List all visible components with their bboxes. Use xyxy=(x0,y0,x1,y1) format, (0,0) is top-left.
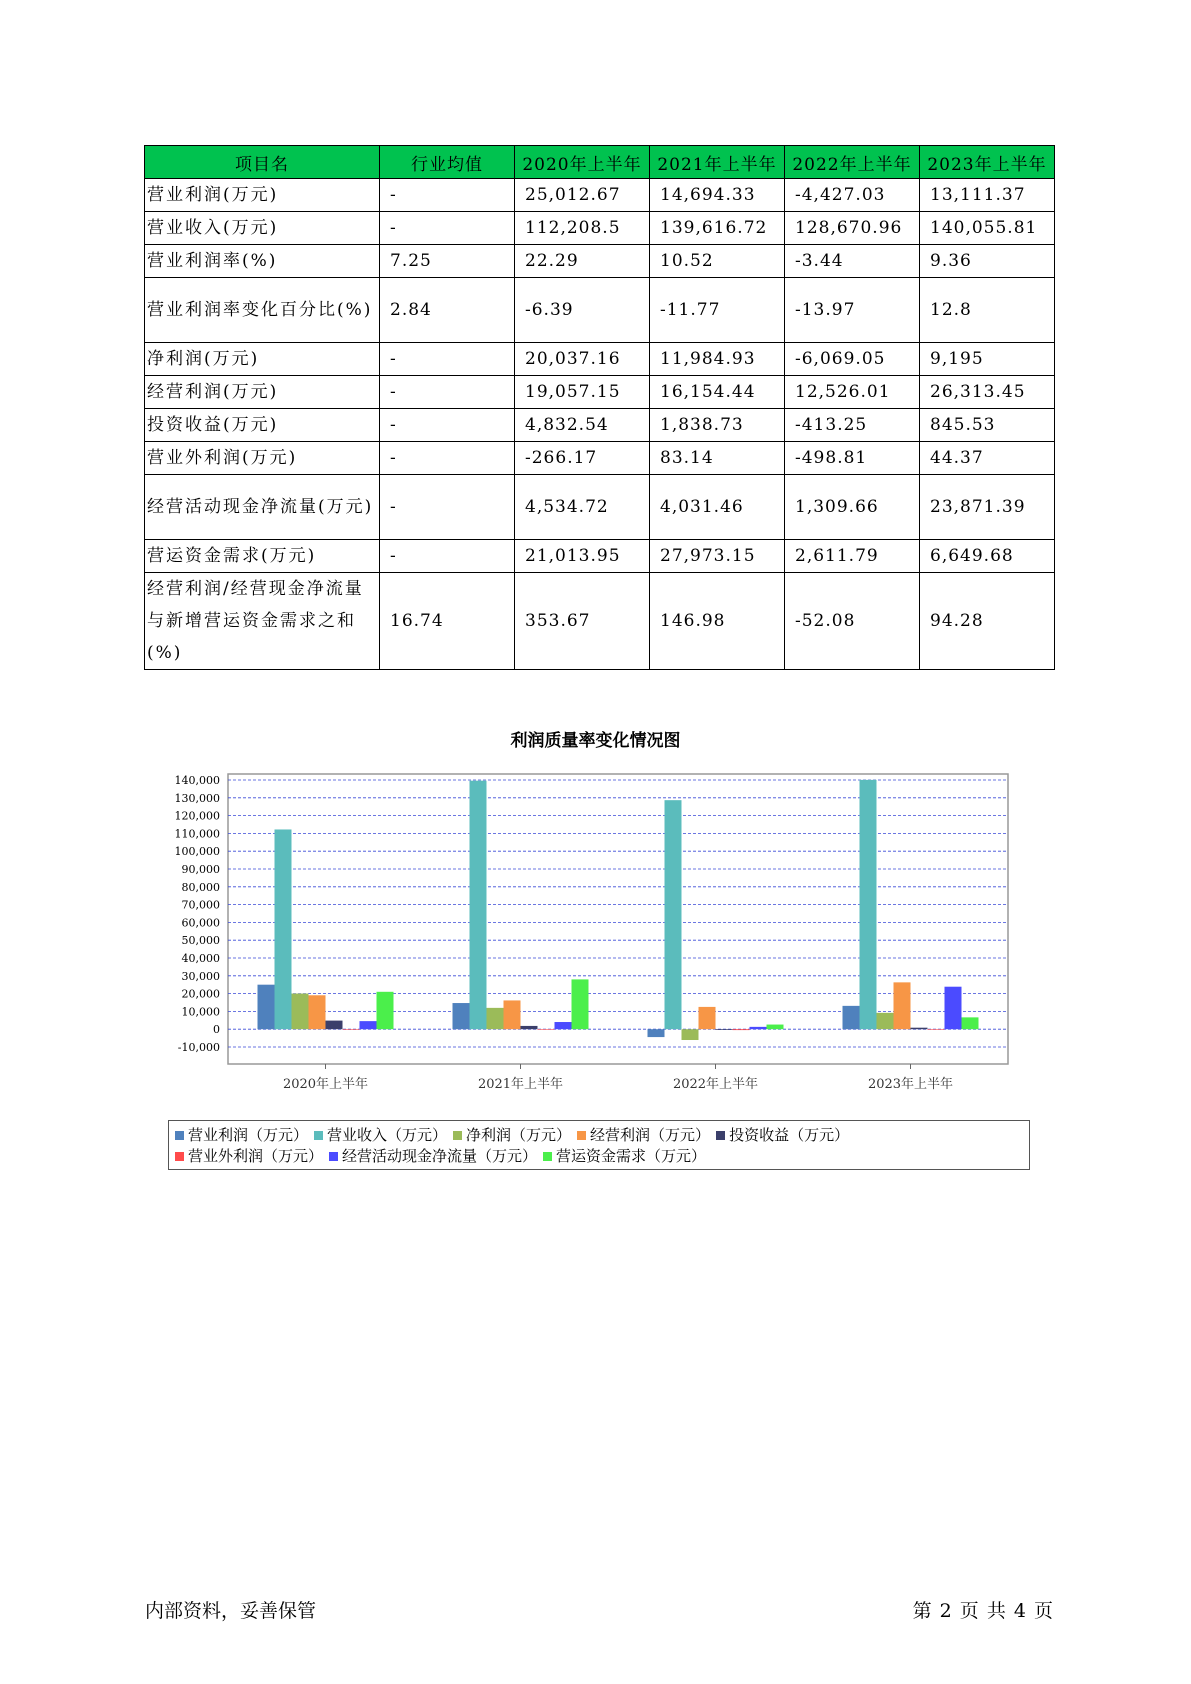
row-value-2023年上半年: 845.53 xyxy=(920,409,1055,442)
table-row xyxy=(145,475,1055,540)
row-value-2023年上半年: 23,871.39 xyxy=(920,475,1055,540)
bar-2020年上半年-3 xyxy=(309,995,326,1029)
row-industry-average: 16.74 xyxy=(380,573,515,670)
row-value-2022年上半年: -6,069.05 xyxy=(785,343,920,376)
y-tick-label: 60,000 xyxy=(181,916,220,930)
legend-row xyxy=(175,1146,1023,1167)
y-tick-label: 70,000 xyxy=(181,898,220,912)
x-tick-label: 2022年上半年 xyxy=(672,1077,759,1092)
row-value-2020年上半年: 4,832.54 xyxy=(515,409,650,442)
bar-2023年上半年-7 xyxy=(962,1017,979,1029)
legend-label: 经营活动现金净流量（万元） xyxy=(342,1147,538,1165)
row-value-2022年上半年: -4,427.03 xyxy=(785,179,920,212)
legend-item xyxy=(453,1125,571,1146)
row-value-2021年上半年: 139,616.72 xyxy=(650,212,785,245)
row-value-2023年上半年: 26,313.45 xyxy=(920,376,1055,409)
table-row xyxy=(145,409,1055,442)
bar-2020年上半年-7 xyxy=(377,992,394,1029)
bar-2021年上半年-7 xyxy=(572,979,589,1029)
bar-2020年上半年-5 xyxy=(343,1029,360,1030)
row-value-2021年上半年: 10.52 xyxy=(650,245,785,278)
row-value-2022年上半年: 2,611.79 xyxy=(785,540,920,573)
profit-quality-table xyxy=(144,145,1055,670)
row-industry-average: - xyxy=(380,179,515,212)
row-value-2021年上半年: 4,031.46 xyxy=(650,475,785,540)
row-industry-average: - xyxy=(380,409,515,442)
table-row xyxy=(145,278,1055,343)
table-row xyxy=(145,540,1055,573)
legend-label: 营业外利润（万元） xyxy=(188,1147,324,1165)
legend-item xyxy=(543,1146,706,1167)
bar-2021年上半年-1 xyxy=(470,781,487,1030)
row-item-name: 投资收益(万元) xyxy=(145,409,380,442)
row-value-2021年上半年: -11.77 xyxy=(650,278,785,343)
bar-2021年上半年-0 xyxy=(453,1003,470,1029)
bar-2023年上半年-1 xyxy=(860,780,877,1029)
bar-2020年上半年-4 xyxy=(326,1021,343,1030)
y-tick-label: 0 xyxy=(213,1023,220,1037)
row-value-2023年上半年: 140,055.81 xyxy=(920,212,1055,245)
y-tick-label: 80,000 xyxy=(181,880,220,894)
bar-2022年上半年-2 xyxy=(682,1029,699,1040)
x-tick-label: 2023年上半年 xyxy=(867,1077,954,1092)
y-tick-label: 10,000 xyxy=(181,1005,220,1019)
legend-item xyxy=(716,1125,849,1146)
row-industry-average: 2.84 xyxy=(380,278,515,343)
row-industry-average: - xyxy=(380,376,515,409)
legend-label: 营运资金需求（万元） xyxy=(556,1147,707,1165)
row-item-name: 营业外利润(万元) xyxy=(145,442,380,475)
header-industry-average: 行业均值 xyxy=(380,146,515,179)
bar-2022年上半年-5 xyxy=(733,1029,750,1030)
header-2020h1: 2020年上半年 xyxy=(515,146,650,179)
row-value-2023年上半年: 6,649.68 xyxy=(920,540,1055,573)
bar-2020年上半年-0 xyxy=(258,985,275,1030)
row-industry-average: - xyxy=(380,475,515,540)
bar-2021年上半年-4 xyxy=(521,1026,538,1029)
row-item-name: 经营利润(万元) xyxy=(145,376,380,409)
bar-2021年上半年-5 xyxy=(538,1029,555,1030)
bar-2023年上半年-2 xyxy=(877,1013,894,1029)
header-2021h1: 2021年上半年 xyxy=(650,146,785,179)
legend-label: 投资收益（万元） xyxy=(729,1126,850,1144)
row-item-name: 营业利润(万元) xyxy=(145,179,380,212)
y-tick-label: 100,000 xyxy=(174,845,220,859)
row-value-2022年上半年: -498.81 xyxy=(785,442,920,475)
y-tick-label: 20,000 xyxy=(181,987,220,1001)
legend-item xyxy=(314,1125,447,1146)
row-value-2022年上半年: 12,526.01 xyxy=(785,376,920,409)
legend-label: 净利润（万元） xyxy=(466,1126,572,1144)
row-value-2022年上半年: -3.44 xyxy=(785,245,920,278)
bar-2022年上半年-4 xyxy=(716,1029,733,1030)
row-industry-average: - xyxy=(380,343,515,376)
row-value-2022年上半年: 128,670.96 xyxy=(785,212,920,245)
y-tick-label: 50,000 xyxy=(181,934,220,948)
row-value-2022年上半年: -13.97 xyxy=(785,278,920,343)
row-item-name: 营运资金需求(万元) xyxy=(145,540,380,573)
y-tick-label: 130,000 xyxy=(174,791,220,805)
chart-title: 利润质量率变化情况图 xyxy=(510,731,681,751)
y-tick-label: 140,000 xyxy=(174,774,220,787)
row-value-2020年上半年: 19,057.15 xyxy=(515,376,650,409)
y-tick-label: 110,000 xyxy=(174,827,220,841)
y-tick-label: 30,000 xyxy=(181,969,220,983)
legend-swatch xyxy=(175,1152,184,1161)
y-tick-label: -10,000 xyxy=(177,1041,220,1054)
row-value-2023年上半年: 44.37 xyxy=(920,442,1055,475)
row-item-name: 经营利润/经营现金净流量与新增营运资金需求之和(%) xyxy=(145,573,380,670)
bar-2023年上半年-3 xyxy=(894,982,911,1029)
row-value-2020年上半年: -6.39 xyxy=(515,278,650,343)
bar-2023年上半年-4 xyxy=(911,1028,928,1030)
row-value-2021年上半年: 27,973.15 xyxy=(650,540,785,573)
row-value-2020年上半年: -266.17 xyxy=(515,442,650,475)
bar-2022年上半年-1 xyxy=(665,800,682,1029)
bar-2021年上半年-3 xyxy=(504,1000,521,1029)
table-row xyxy=(145,212,1055,245)
row-value-2022年上半年: -52.08 xyxy=(785,573,920,670)
row-value-2023年上半年: 9.36 xyxy=(920,245,1055,278)
legend-item xyxy=(577,1125,710,1146)
x-tick-label: 2020年上半年 xyxy=(282,1077,369,1092)
profit-quality-bar-chart xyxy=(160,762,1016,1092)
legend-row xyxy=(175,1125,1023,1146)
row-item-name: 营业利润率(%) xyxy=(145,245,380,278)
legend-swatch xyxy=(577,1131,586,1140)
row-item-name: 营业利润率变化百分比(%) xyxy=(145,278,380,343)
legend-item xyxy=(175,1146,323,1167)
y-tick-label: 90,000 xyxy=(181,863,220,876)
legend-label: 经营利润（万元） xyxy=(590,1126,711,1144)
footer-confidential-note: 内部资料，妥善保管 xyxy=(145,1600,317,1622)
y-tick-label: 120,000 xyxy=(174,809,220,823)
bar-2023年上半年-0 xyxy=(843,1006,860,1029)
bar-2023年上半年-5 xyxy=(928,1029,945,1030)
legend-swatch xyxy=(716,1131,725,1140)
bar-2022年上半年-3 xyxy=(699,1007,716,1029)
row-value-2020年上半年: 353.67 xyxy=(515,573,650,670)
row-value-2023年上半年: 9,195 xyxy=(920,343,1055,376)
row-value-2023年上半年: 13,111.37 xyxy=(920,179,1055,212)
row-item-name: 经营活动现金净流量(万元) xyxy=(145,475,380,540)
row-value-2020年上半年: 4,534.72 xyxy=(515,475,650,540)
row-value-2020年上半年: 21,013.95 xyxy=(515,540,650,573)
legend-swatch xyxy=(543,1152,552,1161)
row-industry-average: - xyxy=(380,442,515,475)
x-tick-label: 2021年上半年 xyxy=(477,1077,564,1092)
row-value-2021年上半年: 11,984.93 xyxy=(650,343,785,376)
legend-label: 营业利润（万元） xyxy=(188,1126,309,1144)
bar-2022年上半年-7 xyxy=(767,1025,784,1030)
footer-page-number: 第 2 页 共 4 页 xyxy=(912,1600,1054,1622)
table-row xyxy=(145,179,1055,212)
row-value-2020年上半年: 20,037.16 xyxy=(515,343,650,376)
table-row xyxy=(145,573,1055,670)
bar-2022年上半年-6 xyxy=(750,1027,767,1029)
bar-2021年上半年-2 xyxy=(487,1008,504,1029)
legend-item xyxy=(175,1125,308,1146)
table-row xyxy=(145,245,1055,278)
row-value-2022年上半年: -413.25 xyxy=(785,409,920,442)
row-industry-average: - xyxy=(380,540,515,573)
bar-2020年上半年-1 xyxy=(275,829,292,1029)
row-value-2021年上半年: 146.98 xyxy=(650,573,785,670)
row-industry-average: - xyxy=(380,212,515,245)
header-item-name: 项目名 xyxy=(145,146,380,179)
row-value-2022年上半年: 1,309.66 xyxy=(785,475,920,540)
row-value-2020年上半年: 25,012.67 xyxy=(515,179,650,212)
row-item-name: 营业收入(万元) xyxy=(145,212,380,245)
bar-2023年上半年-6 xyxy=(945,987,962,1029)
bar-2020年上半年-6 xyxy=(360,1021,377,1029)
bar-2021年上半年-6 xyxy=(555,1022,572,1029)
row-value-2021年上半年: 16,154.44 xyxy=(650,376,785,409)
table-row xyxy=(145,376,1055,409)
table-row xyxy=(145,442,1055,475)
table-header-row xyxy=(145,146,1055,179)
legend-swatch xyxy=(314,1131,323,1140)
header-2023h1: 2023年上半年 xyxy=(920,146,1055,179)
row-value-2023年上半年: 12.8 xyxy=(920,278,1055,343)
row-value-2021年上半年: 1,838.73 xyxy=(650,409,785,442)
bar-2022年上半年-0 xyxy=(648,1029,665,1037)
legend-swatch xyxy=(329,1152,338,1161)
y-tick-label: 40,000 xyxy=(181,952,220,965)
row-value-2021年上半年: 83.14 xyxy=(650,442,785,475)
legend-label: 营业收入（万元） xyxy=(327,1126,448,1144)
row-value-2020年上半年: 22.29 xyxy=(515,245,650,278)
chart-legend xyxy=(168,1120,1030,1170)
bar-2020年上半年-2 xyxy=(292,994,309,1030)
row-value-2023年上半年: 94.28 xyxy=(920,573,1055,670)
legend-swatch xyxy=(453,1131,462,1140)
legend-item xyxy=(329,1146,537,1167)
legend-swatch xyxy=(175,1131,184,1140)
row-industry-average: 7.25 xyxy=(380,245,515,278)
row-value-2021年上半年: 14,694.33 xyxy=(650,179,785,212)
table-row xyxy=(145,343,1055,376)
row-value-2020年上半年: 112,208.5 xyxy=(515,212,650,245)
header-2022h1: 2022年上半年 xyxy=(785,146,920,179)
row-item-name: 净利润(万元) xyxy=(145,343,380,376)
